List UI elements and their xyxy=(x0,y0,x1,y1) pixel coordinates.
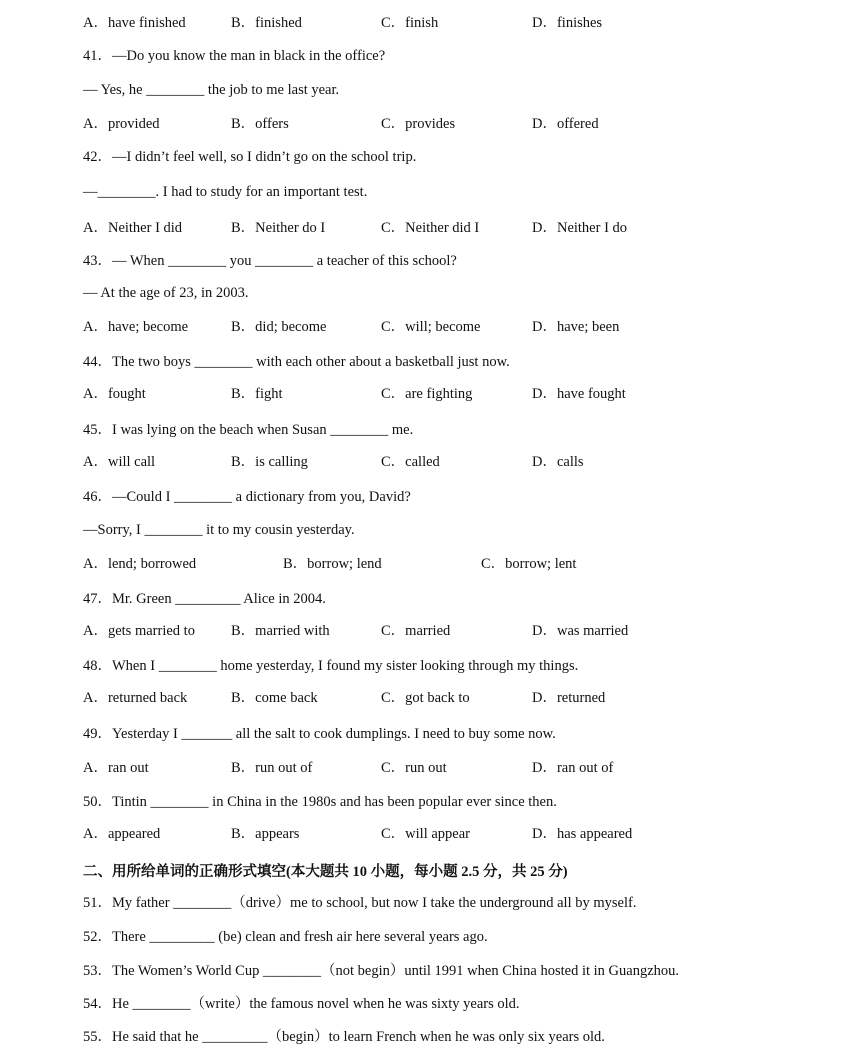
option-b: B．borrow; lend xyxy=(283,556,382,572)
option-d: D．was married xyxy=(532,623,629,639)
option-b: B．come back xyxy=(231,690,318,706)
option-b: B．offers xyxy=(231,116,289,132)
option-d: D．have fought xyxy=(532,386,626,402)
option-c: C．run out xyxy=(381,760,447,776)
option-d: D．Neither I do xyxy=(532,220,628,236)
option-d: D．ran out of xyxy=(532,760,614,776)
question-text: 49．Yesterday I _______ all the salt to cook dumplings. I need to buy some now. xyxy=(83,726,556,742)
question-text: 53．The Women’s World Cup ________（not begin）until 1991 when China hosted it in Guangzhou. xyxy=(83,963,680,979)
question-text: 51．My father ________（drive）me to school, but now I take the underground all by myself. xyxy=(83,895,637,911)
question-text: 46．—Could I ________ a dictionary from you, David? xyxy=(83,489,411,505)
answer-options xyxy=(83,219,783,237)
question-text: 44．The two boys ________ with each other about a basketball just now. xyxy=(83,354,510,370)
answer-options xyxy=(83,115,783,133)
question-text: 50．Tintin ________ in China in the 1980s and has been popular ever since then. xyxy=(83,794,557,810)
answer-options xyxy=(83,622,783,640)
question-text: 41．—Do you know the man in black in the office? xyxy=(83,48,386,64)
option-a: A．lend; borrowed xyxy=(83,556,197,572)
option-c: C．called xyxy=(381,454,440,470)
option-a: A．ran out xyxy=(83,760,149,776)
option-c: C．married xyxy=(381,623,451,639)
option-a: A．will call xyxy=(83,454,156,470)
question-text: 52．There _________ (be) clean and fresh air here several years ago. xyxy=(83,929,488,945)
option-d: D．finishes xyxy=(532,15,603,31)
question-text: 48．When I ________ home yesterday, I found my sister looking through my things. xyxy=(83,658,579,674)
question-text: 42．—I didn’t feel well, so I didn’t go on the school trip. xyxy=(83,149,417,165)
option-d: D．offered xyxy=(532,116,599,132)
option-b: B．run out of xyxy=(231,760,313,776)
answer-options xyxy=(83,825,783,843)
option-b: B．Neither do I xyxy=(231,220,326,236)
option-b: B．finished xyxy=(231,15,302,31)
option-d: D．have; been xyxy=(532,319,620,335)
option-b: B．appears xyxy=(231,826,300,842)
question-text: 55．He said that he _________（begin）to learn French when he was only six years old. xyxy=(83,1029,605,1045)
question-text: 43．— When ________ you ________ a teacher of this school? xyxy=(83,253,457,269)
answer-options xyxy=(83,453,783,471)
option-a: A．returned back xyxy=(83,690,188,706)
question-text: 45．I was lying on the beach when Susan ________ me. xyxy=(83,422,414,438)
option-c: C．provides xyxy=(381,116,456,132)
question-text: —Sorry, I ________ it to my cousin yesterday. xyxy=(83,522,355,538)
option-b: B．is calling xyxy=(231,454,308,470)
answer-options xyxy=(83,555,783,573)
option-b: B．fight xyxy=(231,386,283,402)
option-d: D．returned xyxy=(532,690,606,706)
option-a: A．have finished xyxy=(83,15,186,31)
option-b: B．married with xyxy=(231,623,330,639)
option-a: A．fought xyxy=(83,386,146,402)
option-c: C．will; become xyxy=(381,319,481,335)
option-c: C．got back to xyxy=(381,690,470,706)
question-text: 54．He ________（write）the famous novel when he was sixty years old. xyxy=(83,996,520,1012)
option-a: A．have; become xyxy=(83,319,189,335)
section-heading: 二、用所给单词的正确形式填空(本大题共 10 小题，每小题 2.5 分，共 25 分) xyxy=(83,864,568,880)
answer-options xyxy=(83,385,783,403)
question-text: 47．Mr. Green _________ Alice in 2004. xyxy=(83,591,326,607)
option-a: A．provided xyxy=(83,116,160,132)
option-a: A．Neither I did xyxy=(83,220,183,236)
answer-options xyxy=(83,759,783,777)
option-c: C．are fighting xyxy=(381,386,473,402)
answer-options xyxy=(83,689,783,707)
question-text: — At the age of 23, in 2003. xyxy=(83,285,249,301)
option-c: C．finish xyxy=(381,15,439,31)
option-d: D．has appeared xyxy=(532,826,633,842)
option-c: C．borrow; lent xyxy=(481,556,577,572)
option-c: C．will appear xyxy=(381,826,470,842)
option-b: B．did; become xyxy=(231,319,327,335)
question-text: — Yes, he ________ the job to me last year. xyxy=(83,82,340,98)
answer-options xyxy=(83,14,783,32)
option-a: A．gets married to xyxy=(83,623,195,639)
answer-options xyxy=(83,318,783,336)
option-d: D．calls xyxy=(532,454,584,470)
question-text: —________. I had to study for an important test. xyxy=(83,184,368,200)
option-c: C．Neither did I xyxy=(381,220,480,236)
option-a: A．appeared xyxy=(83,826,161,842)
